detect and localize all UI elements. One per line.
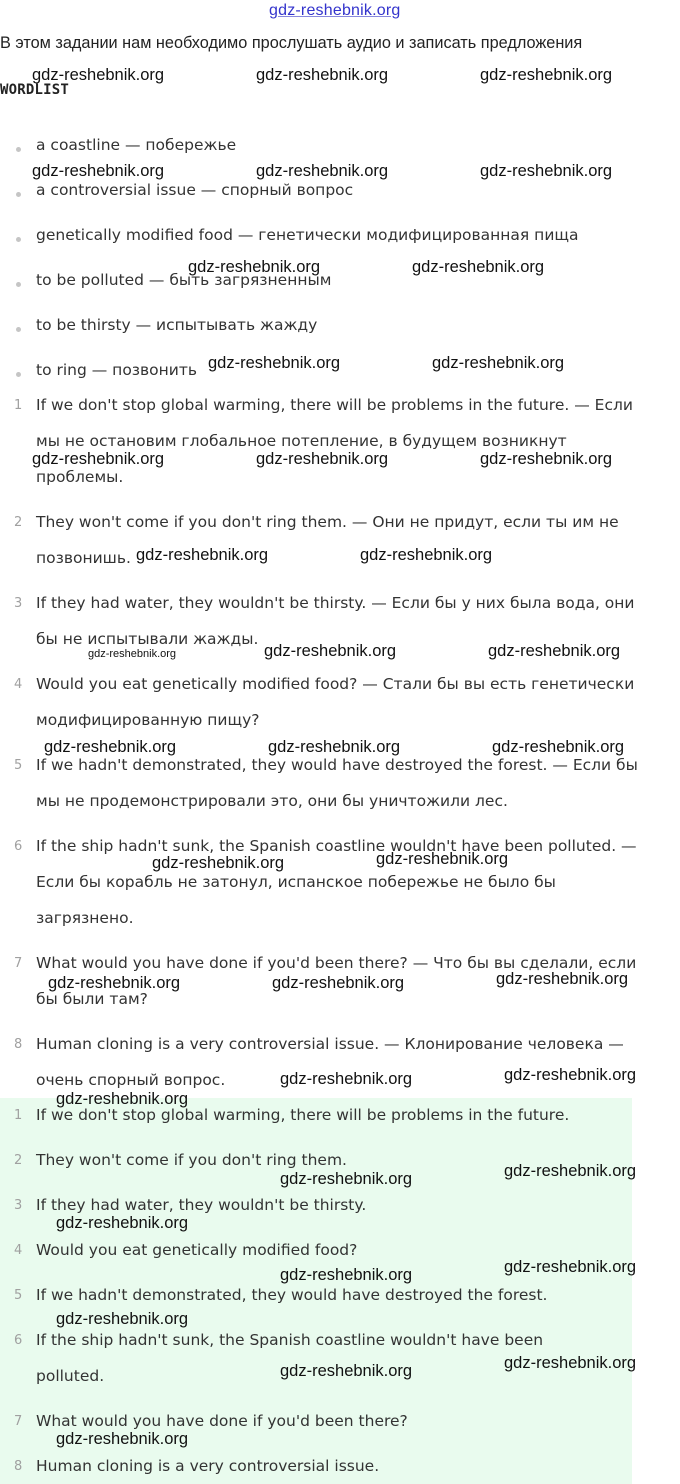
watermark: gdz-reshebnik.org <box>280 1266 413 1284</box>
translation-line: бы были там? <box>36 990 148 1008</box>
item-number: 5 <box>14 758 23 773</box>
watermark: gdz-reshebnik.org <box>432 354 565 372</box>
watermark: gdz-reshebnik.org <box>268 738 401 756</box>
watermark: gdz-reshebnik.org <box>496 970 629 988</box>
translation-line: Если бы корабль не затонул, испанское побережье не было бы <box>36 873 556 891</box>
watermark: gdz-reshebnik.org <box>32 66 165 84</box>
watermark: gdz-reshebnik.org <box>492 738 625 756</box>
wordlist-item: to be polluted — быть загрязненным <box>0 271 680 297</box>
item-number: 5 <box>14 1288 23 1303</box>
item-number: 2 <box>14 515 23 530</box>
bullet-icon <box>16 147 21 152</box>
item-number: 3 <box>14 596 23 611</box>
translation-line: If the ship hadn't sunk, the Spanish coastline wouldn't have been polluted. — <box>36 837 637 855</box>
bullet-icon <box>16 327 21 332</box>
watermark: gdz-reshebnik.org <box>32 162 165 180</box>
item-number: 6 <box>14 1333 23 1348</box>
wordlist-item: a coastline — побережье <box>0 136 680 162</box>
watermark: gdz-reshebnik.org <box>376 850 509 868</box>
bullet-icon <box>16 192 21 197</box>
item-number: 4 <box>14 1243 23 1258</box>
item-number: 4 <box>14 677 23 692</box>
translation-line: модифицированную пищу? <box>36 711 260 729</box>
watermark: gdz-reshebnik.org <box>504 1354 637 1372</box>
translation-line: загрязнено. <box>36 909 134 927</box>
wordlist-item: to be thirsty — испытывать жажду <box>0 316 680 342</box>
translation-line: If we hadn't demonstrated, they would have destroyed the forest. — Если бы <box>36 756 638 774</box>
translation-line: What would you have done if you'd been there? — Что бы вы сделали, если <box>36 954 637 972</box>
watermark: gdz-reshebnik.org <box>56 1090 189 1108</box>
watermark: gdz-reshebnik.org <box>56 1430 189 1448</box>
translation-line: If we don't stop global warming, there will be problems in the future. — Если <box>36 396 633 414</box>
item-number: 7 <box>14 956 23 971</box>
item-number: 8 <box>14 1459 23 1474</box>
watermark: gdz-reshebnik.org <box>504 1162 637 1180</box>
watermark: gdz-reshebnik.org <box>504 1258 637 1276</box>
answer-line: If we hadn't demonstrated, they would have destroyed the forest. <box>36 1286 548 1304</box>
answer-line: Human cloning is a very controversial issue. <box>36 1457 380 1475</box>
item-number: 7 <box>14 1414 23 1429</box>
answer-line: Would you eat genetically modified food? <box>36 1241 358 1259</box>
watermark: gdz-reshebnik.org <box>360 546 493 564</box>
watermark: gdz-reshebnik.org <box>44 738 177 756</box>
bullet-icon <box>16 237 21 242</box>
translation-line: позвонишь. <box>36 549 131 567</box>
wordlist-item: to ring — позвонить <box>0 361 680 387</box>
watermark: gdz-reshebnik.org <box>88 648 177 660</box>
watermark: gdz-reshebnik.org <box>480 162 613 180</box>
watermark: gdz-reshebnik.org <box>264 642 397 660</box>
watermark: gdz-reshebnik.org <box>136 546 269 564</box>
translation-line: бы не испытывали жажды. <box>36 630 259 648</box>
translation-line: мы не продемонстрировали это, они бы уничтожили лес. <box>36 792 508 810</box>
watermark: gdz-reshebnik.org <box>152 854 285 872</box>
translation-line: мы не остановим глобальное потепление, в будущем возникнут <box>36 432 567 450</box>
item-number: 1 <box>14 398 23 413</box>
wordlist-heading: WORDLIST <box>0 82 70 98</box>
site-url-link[interactable]: gdz-reshebnik.org <box>269 2 401 19</box>
watermark: gdz-reshebnik.org <box>56 1214 189 1232</box>
item-number: 6 <box>14 839 23 854</box>
watermark: gdz-reshebnik.org <box>480 66 613 84</box>
answer-line: What would you have done if you'd been there? <box>36 1412 408 1430</box>
translation-line: They won't come if you don't ring them. — Они не придут, если ты им не <box>36 513 619 531</box>
watermark: gdz-reshebnik.org <box>412 258 545 276</box>
wordlist-item: genetically modified food — генетически модифицированная пища <box>0 226 680 252</box>
task-intro: В этом задании нам необходимо прослушать аудио и записать предложения <box>0 34 583 52</box>
watermark: gdz-reshebnik.org <box>32 450 165 468</box>
answer-line: polluted. <box>36 1367 105 1385</box>
watermark: gdz-reshebnik.org <box>56 1310 189 1328</box>
watermark: gdz-reshebnik.org <box>504 1066 637 1084</box>
watermark: gdz-reshebnik.org <box>48 974 181 992</box>
answer-line: If the ship hadn't sunk, the Spanish coastline wouldn't have been <box>36 1331 544 1349</box>
watermark: gdz-reshebnik.org <box>280 1362 413 1380</box>
item-number: 2 <box>14 1153 23 1168</box>
translation-line: If they had water, they wouldn't be thirsty. — Если бы у них была вода, они <box>36 594 635 612</box>
watermark: gdz-reshebnik.org <box>188 258 321 276</box>
watermark: gdz-reshebnik.org <box>256 162 389 180</box>
item-number: 3 <box>14 1198 23 1213</box>
watermark: gdz-reshebnik.org <box>280 1070 413 1088</box>
item-number: 8 <box>14 1037 23 1052</box>
watermark: gdz-reshebnik.org <box>256 450 389 468</box>
watermark: gdz-reshebnik.org <box>272 974 405 992</box>
watermark: gdz-reshebnik.org <box>488 642 621 660</box>
translation-line: проблемы. <box>36 468 124 486</box>
bullet-icon <box>16 372 21 377</box>
wordlist-item: a controversial issue — спорный вопрос <box>0 181 680 207</box>
item-number: 1 <box>14 1108 23 1123</box>
bullet-icon <box>16 282 21 287</box>
answer-line: If they had water, they wouldn't be thirsty. <box>36 1196 367 1214</box>
watermark: gdz-reshebnik.org <box>280 1170 413 1188</box>
answer-line: They won't come if you don't ring them. <box>36 1151 347 1169</box>
translation-line: очень спорный вопрос. <box>36 1071 226 1089</box>
watermark: gdz-reshebnik.org <box>480 450 613 468</box>
answer-line: If we don't stop global warming, there will be problems in the future. <box>36 1106 570 1124</box>
watermark: gdz-reshebnik.org <box>256 66 389 84</box>
watermark: gdz-reshebnik.org <box>208 354 341 372</box>
translation-line: Would you eat genetically modified food? — Стали бы вы есть генетически <box>36 675 635 693</box>
translation-line: Human cloning is a very controversial issue. — Клонирование человека — <box>36 1035 624 1053</box>
